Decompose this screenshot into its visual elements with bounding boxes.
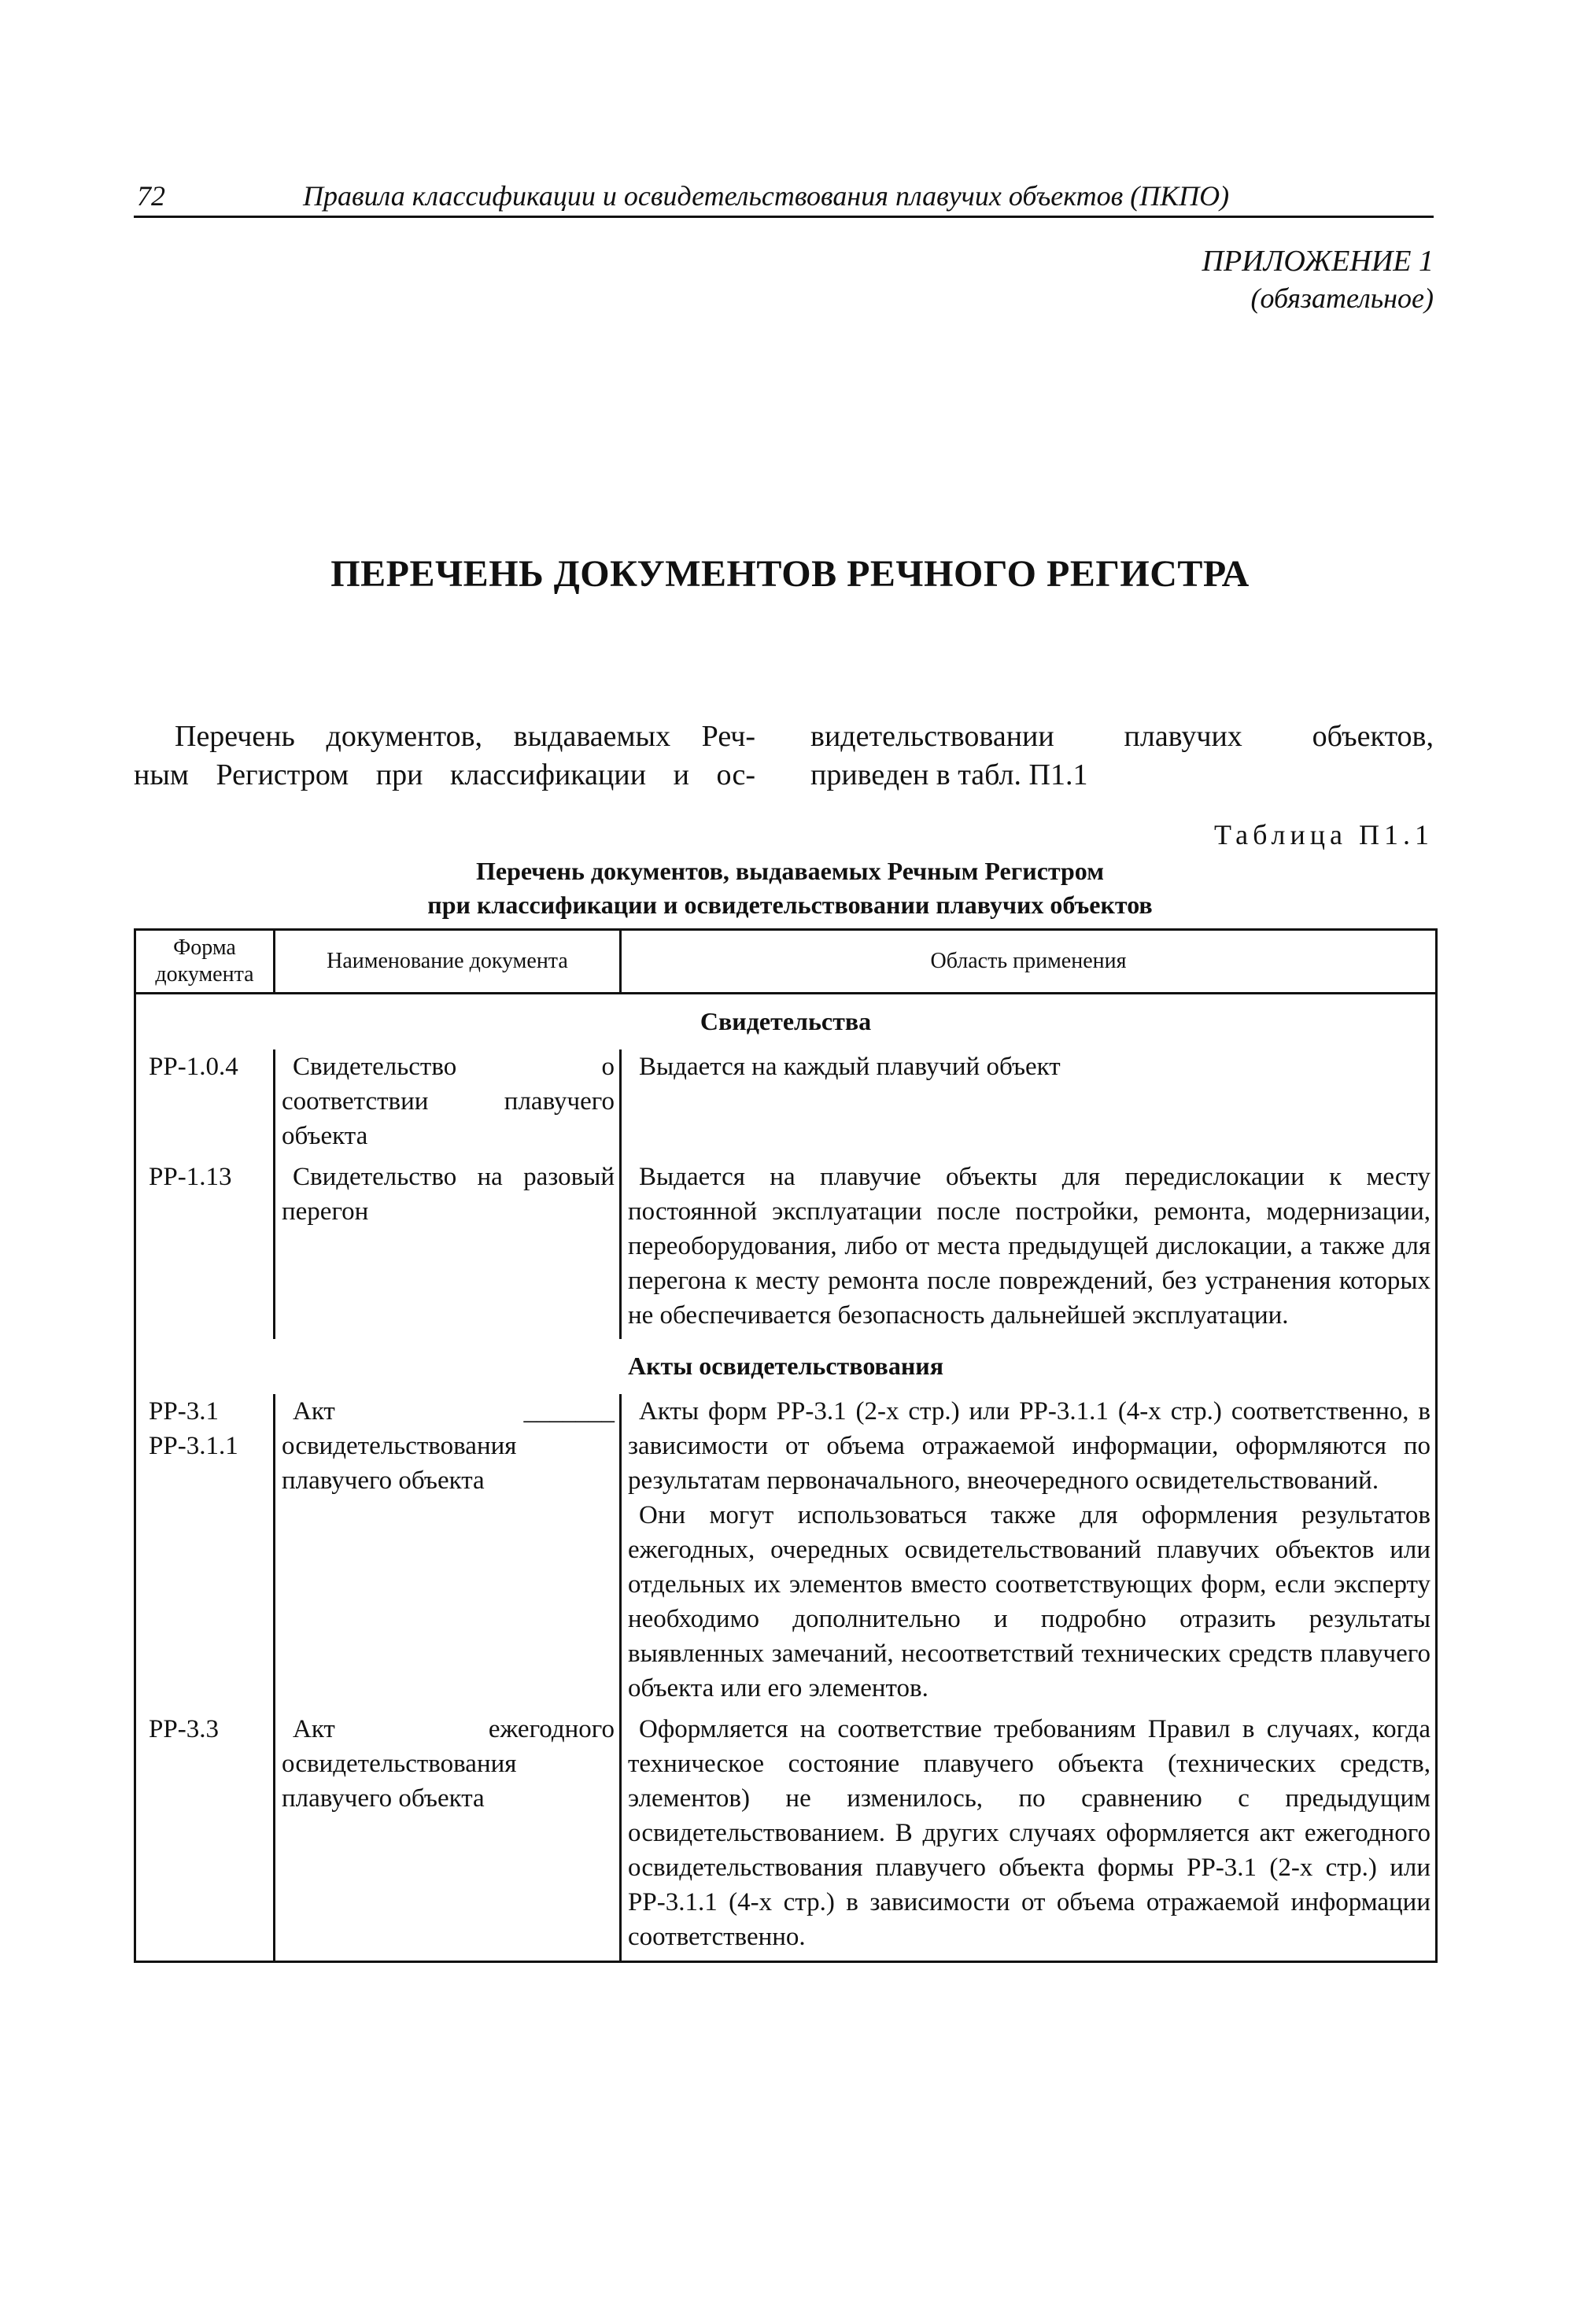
form-cell: РР-1.13: [135, 1160, 275, 1339]
intro-line: ным Регистром при классификации и ос-: [134, 758, 755, 791]
section-heading: Акты освидетельствования: [135, 1339, 1437, 1394]
scope-paragraph: Акты форм РР-3.1 (2-х стр.) или РР-3.1.1 (4-х стр.) соответственно, в зависимости от объема отражаемой информации, оформляются по результатам первоначального, внеочередного освидетельствований.: [628, 1397, 1430, 1495]
page-title: ПЕРЕЧЕНЬ ДОКУМЕНТОВ РЕЧНОГО РЕГИСТРА: [330, 553, 1250, 595]
intro-line: видетельствовании плавучих объектов,: [810, 720, 1434, 753]
table-header-row: [135, 930, 1437, 994]
form-cell: РР-3.1 РР-3.1.1: [135, 1394, 275, 1712]
name-cell: Свидетельство на разовый перегон: [275, 1160, 621, 1339]
column-header-form: Форма документа: [135, 930, 275, 994]
scope-cell: Выдается на каждый плавучий объект: [621, 1049, 1437, 1160]
section-row-certificates: [135, 994, 1437, 1050]
form-cell: РР-1.0.4: [135, 1049, 275, 1160]
name-cell: Акт _______ освидетельствования плавучего объекта: [275, 1394, 621, 1712]
column-header-name: Наименование документа: [275, 930, 621, 994]
name-cell: Акт ежегодного освидетельствования плавучего объекта: [275, 1712, 621, 1962]
section-heading: Свидетельства: [135, 994, 1437, 1050]
scope-cell: [621, 1394, 1437, 1712]
table-caption-line: Перечень документов, выдаваемых Речным Регистром: [476, 857, 1104, 885]
table-caption-line: при классификации и освидетельствовании плавучих объектов: [427, 891, 1153, 919]
column-header-scope: Область применения: [621, 930, 1437, 994]
table-row: [135, 1394, 1437, 1712]
documents-table: [134, 928, 1438, 1963]
intro-line: приведен в табл. П1.1: [810, 758, 1088, 791]
page-number: 72: [137, 180, 165, 212]
intro-left-column: [134, 717, 755, 795]
table-row: [135, 1712, 1437, 1962]
table-caption: [0, 854, 1580, 922]
scope-paragraph: Они могут использоваться также для оформления результатов ежегодных, очередных освидетельствований плавучих объектов или отдельных их элементов вместо соответствующих форм, если эксперту необходимо дополнительно и подробно отразить результаты выявленных замечаний, несоответствий технических средств плавучего объекта или его элементов.: [628, 1501, 1430, 1702]
scope-cell: Выдается на плавучие объекты для передислокации к месту постоянной эксплуатации после постройки, ремонта, модернизации, переоборудования, либо от места предыдущей дислокации, а также для перегона к месту ремонта после повреждений, без устранения которых не обеспечивается безопасность дальнейшей эксплуатации.: [621, 1160, 1437, 1339]
table-row: [135, 1049, 1437, 1160]
intro-line: Перечень документов, выдаваемых Реч-: [175, 720, 755, 753]
appendix-label: ПРИЛОЖЕНИЕ 1: [1202, 245, 1434, 278]
scope-cell: Оформляется на соответствие требованиям Правил в случаях, когда техническое состояние плавучего объекта (технических средств, элементов) не изменилось, по сравнению с предыдущим освидетельствованием. В других случаях оформляется акт ежегодного освидетельствования плавучего объекта формы РР-3.1 (2-х стр.) или РР-3.1.1 (4-х стр.) в зависимости от объема отражаемой информации соответственно.: [621, 1712, 1437, 1962]
intro-right-column: [810, 717, 1434, 795]
table-label: Таблица П1.1: [1214, 819, 1434, 850]
running-title: Правила классификации и освидетельствования плавучих объектов (ПКПО): [303, 180, 1230, 212]
running-header: [134, 179, 1434, 218]
appendix-note: (обязательное): [1250, 282, 1434, 314]
form-cell: РР-3.3: [135, 1712, 275, 1962]
section-row-acts: [135, 1339, 1437, 1394]
table-row: [135, 1160, 1437, 1339]
name-cell: Свидетельство о соответствии плавучего объекта: [275, 1049, 621, 1160]
